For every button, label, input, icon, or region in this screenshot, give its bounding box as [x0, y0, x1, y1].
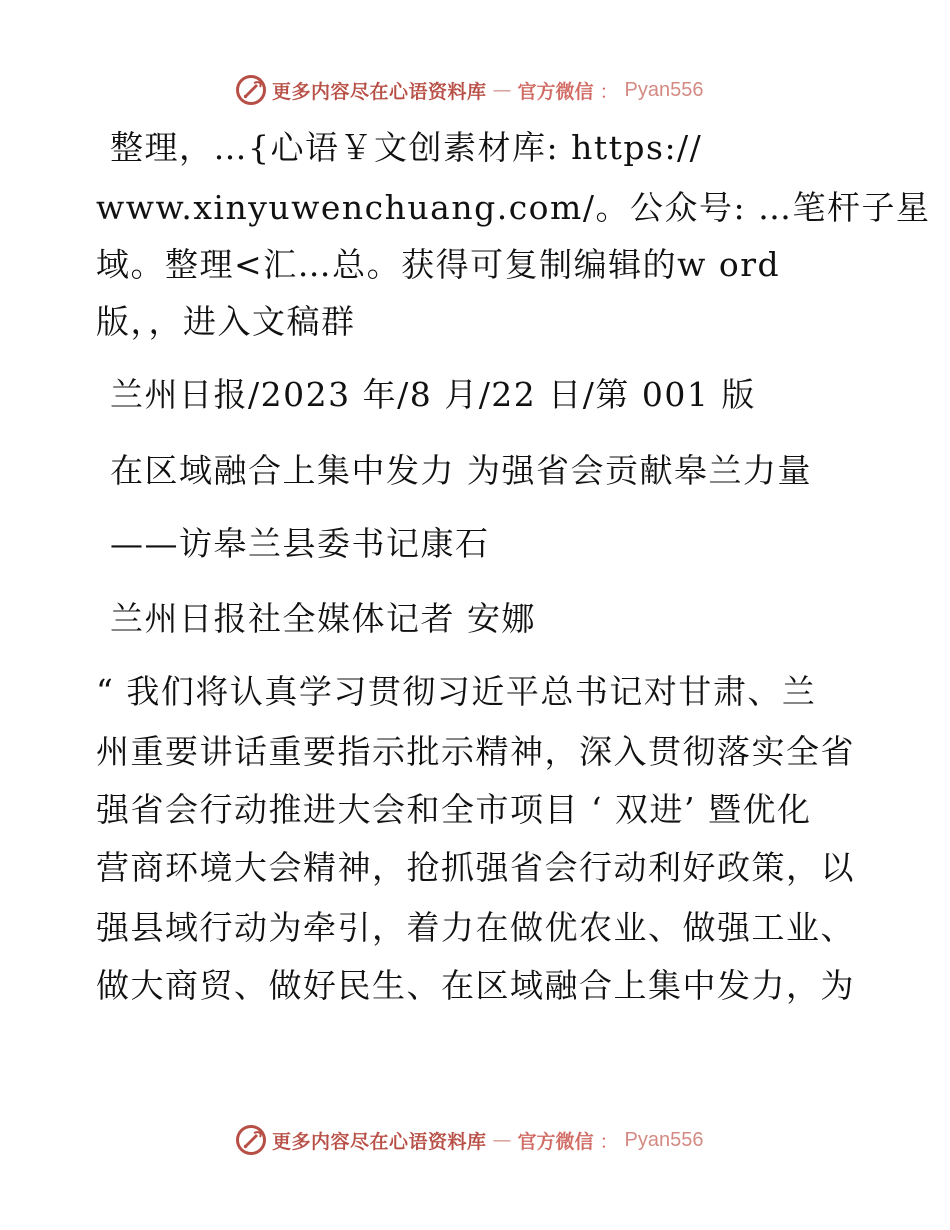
body-line-6: 做大商贸、做好民生、在区域融合上集中发力，为: [96, 966, 855, 1005]
body-line-2: 州重要讲话重要指示批示精神，深入贯彻落实全省: [96, 732, 855, 771]
quill-logo-icon: [236, 1125, 266, 1155]
intro-line-1: 整理，…{心语￥文创素材库: https://: [110, 128, 703, 167]
header-watermark: [236, 74, 704, 106]
byline: 兰州日报社全媒体记者 安娜: [110, 599, 536, 638]
watermark-official-label: 官方微信: [517, 1130, 594, 1153]
intro-line-3: 域。整理<汇…总。获得可复制编辑的w ord: [96, 245, 781, 284]
quill-logo-icon: [236, 75, 266, 105]
intro-line-4: 版，，进入文稿群: [96, 302, 356, 341]
watermark-main-text: 更多内容尽在心语资料库: [272, 80, 487, 103]
watermark-colon: ：: [599, 1130, 619, 1153]
subheadline: ——访皋兰县委书记康石: [110, 524, 490, 563]
intro-line-2: www.xinyuwenchuang.com/。公众号: …笔杆子星: [96, 188, 931, 227]
dateline: 兰州日报/2023 年/8 月/22 日/第 001 版: [110, 375, 756, 414]
headline: 在区域融合上集中发力 为强省会贡献皋兰力量: [110, 451, 812, 490]
footer-watermark: [236, 1124, 704, 1156]
watermark-wechat-id: Pyan556: [624, 78, 704, 101]
body-line-1: “ 我们将认真学习贯彻习近平总书记对甘肃、兰: [96, 672, 817, 711]
watermark-official-label: 官方微信: [517, 80, 594, 103]
body-line-5: 强县域行动为牵引，着力在做优农业、做强工业、: [96, 908, 855, 947]
watermark-colon: ：: [599, 80, 619, 103]
body-line-3: 强省会行动推进大会和全市项目 ‘ 双进’ 暨优化: [96, 790, 812, 829]
watermark-main-text: 更多内容尽在心语资料库: [272, 1130, 487, 1153]
body-line-4: 营商环境大会精神，抢抓强省会行动利好政策，以: [96, 848, 855, 887]
watermark-wechat-id: Pyan556: [624, 1128, 704, 1151]
watermark-dash: —: [492, 1129, 512, 1151]
watermark-dash: —: [492, 79, 512, 101]
